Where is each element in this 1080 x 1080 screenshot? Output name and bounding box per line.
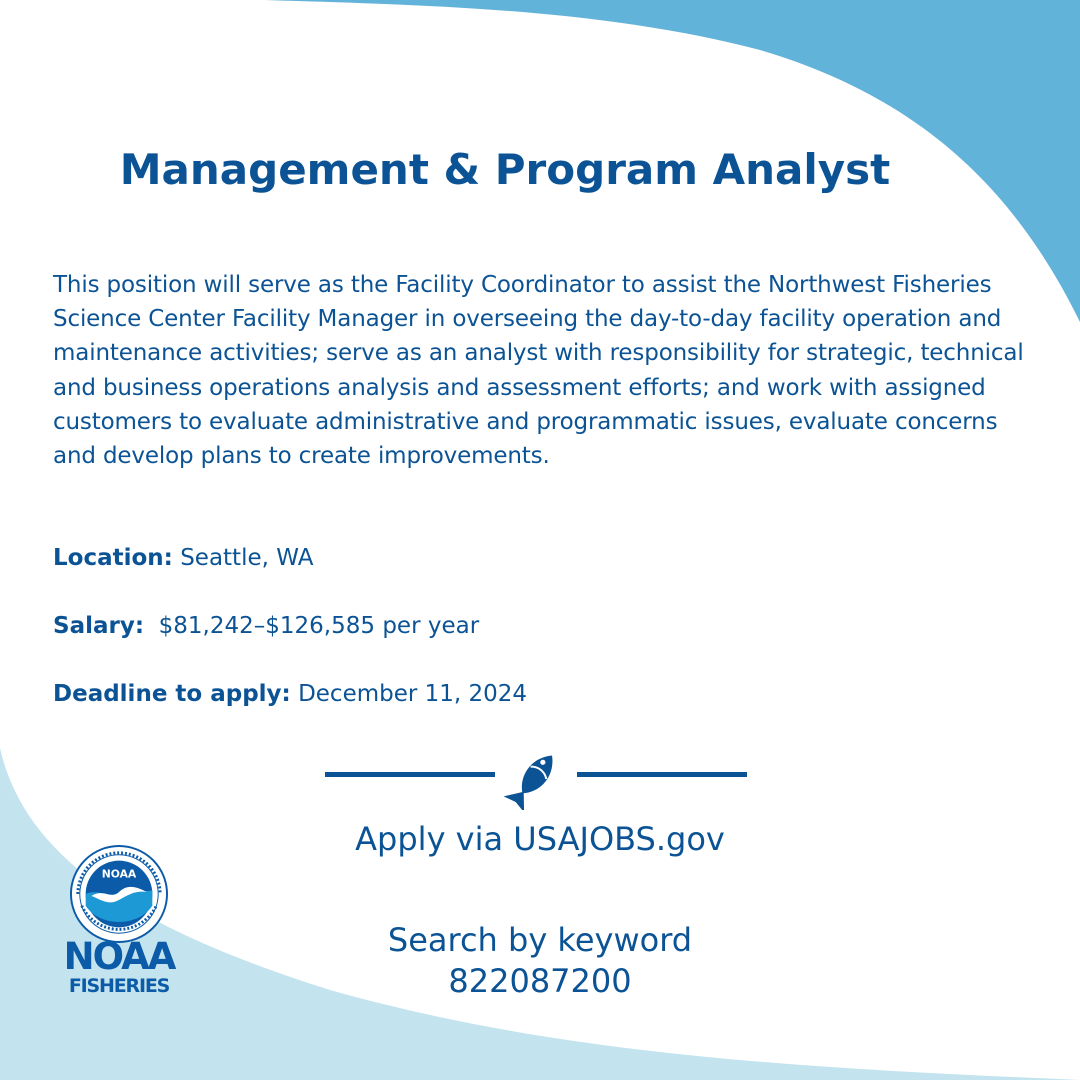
salary-detail — [53, 611, 479, 641]
logo-noaa-text: NOAA — [63, 935, 175, 978]
noaa-seal-icon — [70, 845, 168, 943]
fish-divider — [325, 740, 747, 810]
deadline-detail — [53, 679, 527, 709]
search-keyword-value: 822087200 — [448, 962, 632, 1000]
divider-line-right — [577, 772, 747, 777]
divider-line-left — [325, 772, 495, 777]
location-detail — [53, 543, 313, 573]
noaa-fisheries-logo — [58, 845, 180, 1005]
logo-fisheries-text: FISHERIES — [68, 975, 170, 997]
deadline-label: Deadline to apply: — [53, 681, 291, 707]
search-keyword — [355, 920, 725, 1002]
page-title: Management & Program Analyst — [119, 145, 891, 194]
deadline-value: December 11, 2024 — [298, 681, 528, 707]
apply-text: Apply via USAJOBS.gov — [355, 820, 725, 858]
location-label: Location: — [53, 545, 173, 571]
search-label: Search by keyword — [387, 921, 693, 959]
location-value: Seattle, WA — [180, 545, 314, 571]
job-description: This position will serve as the Facility Coordinator to assist the Northwest Fisheries Science Center Facility Manager in overseeing the day-to-day facility operation and maintenance activities; serve as an analyst with responsibility for strategic, technical and business operations analysis and assessment efforts; and work with assigned customers to evaluate administrative and programmatic issues, evaluate concerns and develop plans to create improvements. — [53, 272, 1024, 470]
salary-value: $81,242–$126,585 per year — [158, 613, 480, 639]
fish-icon — [504, 748, 563, 810]
seal-text: NOAA — [101, 867, 137, 881]
salary-label: Salary: — [53, 613, 145, 639]
